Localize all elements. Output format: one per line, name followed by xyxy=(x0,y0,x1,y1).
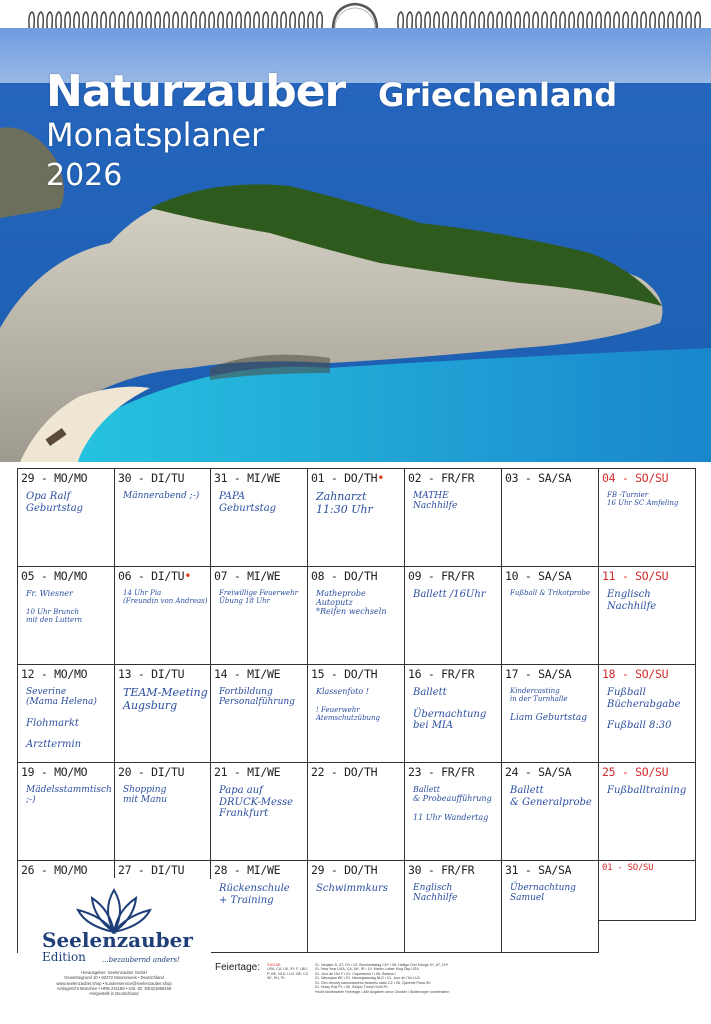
day-label-text: 23 - FR/FR xyxy=(408,765,475,779)
day-cell[interactable] xyxy=(405,665,502,763)
day-label-text: 07 - MI/WE xyxy=(214,569,281,583)
day-label xyxy=(405,469,501,485)
calendar-note: Übernachtung Samuel xyxy=(510,883,576,904)
imprint-line: Amtsgericht München • HRB 241186 • USt.-ID: DE321958156 xyxy=(56,985,172,991)
holidays-countries-highlight: SJELDK xyxy=(267,963,281,967)
holidays-list xyxy=(315,963,499,994)
calendar-note: Arzttermin xyxy=(26,739,82,751)
day-cell[interactable] xyxy=(599,861,696,921)
calendar-year: 2026 xyxy=(46,158,123,193)
day-cell[interactable] xyxy=(18,665,115,763)
calendar-note: Rückenschule + Training xyxy=(219,883,290,906)
day-label-text: 06 - DI/TU xyxy=(118,569,185,583)
day-label xyxy=(599,469,695,485)
day-label xyxy=(405,763,501,779)
day-label-text: 27 - DI/TU xyxy=(118,863,185,877)
calendar-note: Zahnarzt 11:30 Uhr xyxy=(316,490,373,516)
day-label xyxy=(502,469,598,485)
day-label-text: 24 - SA/SA xyxy=(505,765,572,779)
calendar-note: MATHE Nachhilfe xyxy=(413,491,458,512)
imprint-line: Gewerbegrund 10 • 82272 Moorenweis • Deutschland xyxy=(64,975,164,981)
day-label-text: 09 - FR/FR xyxy=(408,569,475,583)
day-label xyxy=(211,469,307,485)
day-cell[interactable] xyxy=(115,665,211,763)
brand-tagline: ...bezaubernd anders! xyxy=(102,956,180,964)
calendar-note: Ballett & Generalprobe xyxy=(510,785,592,808)
calendar-note: FB -Turnier 16 Uhr SC Amfeling xyxy=(607,491,679,508)
day-cell[interactable] xyxy=(599,567,696,665)
day-label xyxy=(115,763,210,779)
day-label xyxy=(115,861,210,877)
day-label-text: 03 - SA/SA xyxy=(505,471,572,485)
day-label-text: 13 - DI/TU xyxy=(118,667,185,681)
calendar-note: Übernachtung bei MIA xyxy=(413,708,487,731)
day-cell[interactable] xyxy=(18,567,115,665)
day-label-text: 01 - DO/TH xyxy=(311,471,378,485)
day-label-text: 11 - SO/SU xyxy=(602,569,669,583)
calendar-note: Englisch Nachhilfe xyxy=(607,589,657,612)
holiday-line: 01. New Year USA, CA, UK, IR • 19. Martin Luther King Day USA xyxy=(315,967,419,972)
day-cell[interactable] xyxy=(115,567,211,665)
day-label-text: 21 - MI/WE xyxy=(214,765,281,779)
day-label-text: 10 - SA/SA xyxy=(505,569,572,583)
day-label xyxy=(18,469,114,485)
day-label xyxy=(211,861,307,877)
day-label xyxy=(308,469,404,485)
day-label-text: 30 - DI/TU xyxy=(118,471,185,485)
day-label xyxy=(18,567,114,583)
publisher-imprint xyxy=(18,970,210,996)
day-label-text: 29 - MO/MO xyxy=(21,471,88,485)
day-label-text: 04 - SO/SU xyxy=(602,471,669,485)
holidays-label: Feiertage: xyxy=(215,962,261,973)
day-cell[interactable] xyxy=(115,763,211,861)
calendar-note: Fußballtraining xyxy=(607,785,687,796)
calendar-note: Severine (Mama Helena) xyxy=(26,687,97,708)
calendar-note: 14 Uhr Pia (Freundin von Andreas) xyxy=(123,589,208,606)
calendar-note: Liam Geburtstag xyxy=(510,713,587,724)
day-cell[interactable] xyxy=(599,665,696,763)
day-cell[interactable] xyxy=(599,469,696,567)
day-cell[interactable] xyxy=(599,763,696,861)
day-cell[interactable] xyxy=(502,567,599,665)
publisher-logo-box xyxy=(18,878,210,1004)
day-label-text: 12 - MO/MO xyxy=(21,667,88,681)
marker-dot-icon: • xyxy=(377,471,385,485)
calendar-note: Flohmarkt xyxy=(26,717,79,729)
planner-label: Monatsplaner xyxy=(46,116,265,154)
day-label-text: 22 - DO/TH xyxy=(311,765,378,779)
day-label-text: 18 - SO/SU xyxy=(602,667,669,681)
calendar-note: ! Feuerwehr Atemschutzübung xyxy=(316,706,381,723)
day-cell[interactable] xyxy=(211,567,308,665)
day-label xyxy=(502,567,598,583)
calendar-note: Fortbildung Personalführung xyxy=(219,687,295,708)
calendar-note: TEAM-Meeting Augsburg xyxy=(123,686,208,712)
holidays-footer xyxy=(211,960,501,1004)
day-label xyxy=(18,665,114,681)
day-label xyxy=(502,861,598,877)
calendar-note: Männerabend ;-) xyxy=(123,491,200,501)
day-cell[interactable] xyxy=(211,861,308,953)
day-cell[interactable] xyxy=(18,469,115,567)
day-label-text: 08 - DO/TH xyxy=(311,569,378,583)
day-cell[interactable] xyxy=(18,763,115,861)
calendar-note: Mädelsstammtisch ;-) xyxy=(26,785,112,806)
day-label-text: 26 - MO/MO xyxy=(21,863,88,877)
holidays-countries: USA, CA, UK, IR; F, LBG, P; BE, NLD, LUX, BE; CZ, SK, HU, PL xyxy=(267,967,309,981)
calendar-note: Fußball & Trikotprobe xyxy=(510,589,591,597)
day-label-text: 01 - SO/SU xyxy=(602,863,654,873)
day-cell[interactable] xyxy=(405,567,502,665)
day-label xyxy=(405,861,501,877)
calendar-note: 10 Uhr Brunch mit den Luttern xyxy=(26,608,83,625)
holiday-line: 01. Nowy Rok PL • 06. Święto Trzech Króli PL xyxy=(315,985,389,990)
calendar-note: Englisch Nachhilfe xyxy=(413,883,458,904)
calendar-note: Opa Ralf Geburtstag xyxy=(26,491,84,514)
day-label-text: 15 - DO/TH xyxy=(311,667,378,681)
day-cell[interactable] xyxy=(211,469,308,567)
day-label xyxy=(308,567,404,583)
day-cell[interactable] xyxy=(115,469,211,567)
calendar-note: Klassenfoto ! xyxy=(316,687,369,696)
cover-photo xyxy=(0,28,711,462)
day-label xyxy=(115,469,210,485)
day-label-text: 20 - DI/TU xyxy=(118,765,185,779)
day-label xyxy=(211,665,307,681)
day-cell[interactable] xyxy=(308,861,405,953)
imprint-line: www.seelenzauber.shop • kundenservice@seelenzauber.shop xyxy=(56,980,172,986)
calendar-note: Shopping mit Manu xyxy=(123,785,168,806)
day-label xyxy=(211,763,307,779)
calendar-title: Naturzauber xyxy=(46,66,346,117)
day-label xyxy=(18,763,114,779)
day-cell[interactable] xyxy=(308,763,405,861)
day-label xyxy=(115,665,210,681)
day-label-text: 19 - MO/MO xyxy=(21,765,88,779)
calendar-note: Papa auf DRUCK-Messe Frankfurt xyxy=(219,785,294,819)
holiday-line: 01. Den obnovy samostatného českého státu CZ • 06. Zjavenie Pána SK xyxy=(315,980,431,985)
calendar-note: Ballett xyxy=(413,687,447,698)
calendar-note: Matheprobe Autoputz *Reifen wechseln xyxy=(316,589,387,617)
day-label xyxy=(599,567,695,583)
day-label xyxy=(308,763,404,779)
holiday-line: 01. Neujahr D, AT, CH • 02. Berchtoldstag CH* • 06. Heilige Drei Könige D*, AT, CH* xyxy=(315,963,449,967)
brand-name: Seelenzauber xyxy=(42,928,193,952)
calendar-note: Fußball 8:30 xyxy=(607,720,672,731)
calendar-note: Schwimmkurs xyxy=(316,883,389,894)
day-label-text: 02 - FR/FR xyxy=(408,471,475,485)
calendar-note: Ballett & Probeaufführung xyxy=(413,785,492,804)
day-cell[interactable] xyxy=(18,861,115,879)
marker-dot-icon: • xyxy=(184,569,192,583)
day-label xyxy=(211,567,307,583)
imprint-line: Herausgeber: Seelenzauber GmbH xyxy=(81,970,147,975)
calendar-note: Ballett /16Uhr xyxy=(413,589,486,600)
day-cell[interactable] xyxy=(405,861,502,953)
day-cell[interactable] xyxy=(502,861,599,953)
calendar-subtitle: Griechenland xyxy=(378,76,618,114)
day-label xyxy=(18,861,114,877)
day-label-text: 14 - MI/WE xyxy=(214,667,281,681)
day-cell[interactable] xyxy=(308,469,405,567)
day-label-text: 31 - MI/WE xyxy=(214,471,281,485)
day-label-text: 30 - FR/FR xyxy=(408,863,475,877)
holiday-line: 01. Jour de l'An F • 01. Capodanno I • 06. Befana I xyxy=(315,971,396,976)
day-cell[interactable] xyxy=(308,665,405,763)
day-label-text: 05 - MO/MO xyxy=(21,569,88,583)
day-label xyxy=(599,861,695,873)
calendar-note: PAPA Geburtstag xyxy=(219,491,277,514)
calendar-note: Fußball Bücherabgabe xyxy=(607,687,681,710)
day-label xyxy=(405,665,501,681)
day-label-text: 16 - FR/FR xyxy=(408,667,475,681)
day-label xyxy=(599,665,695,681)
day-label-text: 17 - SA/SA xyxy=(505,667,572,681)
day-cell[interactable] xyxy=(211,665,308,763)
day-label xyxy=(115,567,210,583)
day-label xyxy=(599,763,695,779)
holiday-line: 01. Nieuwjaar BE • 01. Nieuwjaarsdag NLD • 01. Jour de l'An LUX xyxy=(315,976,421,981)
day-label-text: 29 - DO/TH xyxy=(311,863,378,877)
day-cell[interactable] xyxy=(308,567,405,665)
day-cell[interactable] xyxy=(405,763,502,861)
day-label xyxy=(502,665,598,681)
day-cell[interactable] xyxy=(502,763,599,861)
calendar-note: Fr. Wiesner xyxy=(26,589,73,598)
day-label-text: 28 - MI/WE xyxy=(214,863,281,877)
calendar-note: Freiwillige Feuerwehr Übung 18 Uhr xyxy=(219,589,298,606)
day-label-text: 25 - SO/SU xyxy=(602,765,669,779)
day-label xyxy=(308,665,404,681)
day-cell[interactable] xyxy=(502,469,599,567)
day-label xyxy=(405,567,501,583)
imprint-line: Hergestellt in Deutschland xyxy=(89,991,139,996)
day-cell[interactable] xyxy=(211,763,308,861)
brand-edition: Edition xyxy=(42,950,86,964)
day-label xyxy=(502,763,598,779)
calendar-note: Kindercasting in der Turnhalle xyxy=(510,687,568,704)
day-label-text: 31 - SA/SA xyxy=(505,863,572,877)
calendar-note: 11 Uhr Wandertag xyxy=(413,813,489,823)
holiday-line: *nicht landesweite Feiertage • Alle Angaben ohne Gewähr / Änderungen vorbehalten xyxy=(315,989,450,994)
day-cell[interactable] xyxy=(405,469,502,567)
day-cell[interactable] xyxy=(115,861,211,879)
day-label xyxy=(308,861,404,877)
day-cell[interactable] xyxy=(502,665,599,763)
